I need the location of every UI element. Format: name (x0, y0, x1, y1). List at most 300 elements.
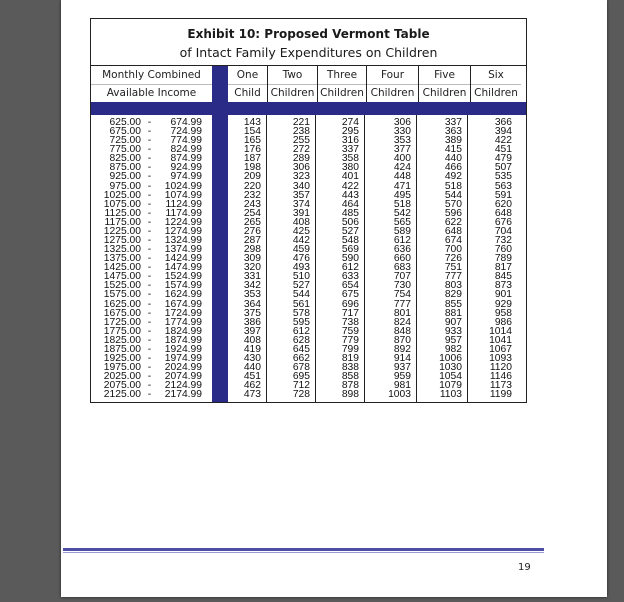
table-cell: 274 (341, 117, 359, 128)
table-cell: 801 (393, 307, 411, 319)
range-dash: - (147, 280, 152, 292)
table-cell: 881 (444, 307, 462, 319)
range-dash: - (147, 126, 152, 138)
table-cell: 596 (444, 207, 462, 219)
table-cell: 1054 (439, 371, 462, 383)
income-low: 1375.00 (103, 253, 141, 265)
table-cell: 695 (292, 371, 310, 383)
income-low: 1225.00 (103, 225, 141, 237)
table-cell: 198 (243, 162, 261, 174)
header-c2-line1: Two (282, 69, 303, 81)
income-low: 725.00 (109, 135, 141, 147)
table-cell: 459 (292, 244, 310, 256)
table-body (90, 115, 527, 403)
table-cell: 527 (292, 280, 310, 292)
table-cell: 732 (494, 235, 512, 247)
table-cell: 858 (341, 371, 359, 383)
income-low: 1275.00 (103, 235, 141, 247)
range-dash: - (147, 180, 152, 192)
table-cell: 824 (393, 316, 411, 328)
table-cell: 726 (444, 253, 462, 265)
range-dash: - (147, 207, 152, 219)
table-cell: 717 (341, 307, 359, 319)
table-cell: 578 (292, 307, 310, 319)
table-cell: 473 (243, 389, 261, 401)
income-high: 1374.99 (164, 244, 202, 256)
table-cell: 492 (444, 171, 462, 183)
income-high: 1724.99 (164, 307, 202, 319)
table-cell: 675 (341, 289, 359, 301)
table-cell: 590 (341, 253, 359, 265)
two-children-column (266, 115, 315, 402)
table-cell: 493 (292, 262, 310, 274)
table-cell: 901 (494, 289, 512, 301)
range-dash: - (147, 362, 152, 374)
table-cell: 958 (494, 307, 512, 319)
range-dash: - (147, 198, 152, 210)
table-cell: 337 (341, 144, 359, 156)
table-cell: 1120 (489, 362, 512, 374)
table-cell: 295 (341, 126, 359, 138)
table-cell: 386 (243, 316, 261, 328)
header-c4-line2: Children (367, 84, 418, 102)
header-blue-bar (90, 102, 527, 115)
income-low: 825.00 (109, 153, 141, 165)
table-cell: 220 (243, 180, 261, 192)
income-high: 774.99 (170, 135, 202, 147)
table-cell: 401 (341, 171, 359, 183)
table-cell: 676 (494, 216, 512, 228)
income-low: 1025.00 (103, 189, 141, 201)
income-high: 1174.99 (165, 207, 202, 219)
table-cell: 422 (494, 135, 512, 147)
table-cell: 660 (393, 253, 411, 265)
income-high: 1324.99 (164, 235, 202, 247)
table-cell: 870 (393, 334, 411, 346)
income-range-row (91, 390, 212, 399)
exhibit-title: Exhibit 10: Proposed Vermont Table (187, 27, 430, 41)
table-cell: 380 (341, 162, 359, 174)
table-cell: 448 (393, 171, 411, 183)
table-cell: 408 (243, 334, 261, 346)
table-cell: 309 (243, 253, 261, 265)
table-cell: 506 (341, 216, 359, 228)
table-cell: 959 (393, 371, 411, 383)
table-cell: 430 (243, 353, 261, 365)
table-cell: 591 (494, 189, 512, 201)
table-cell: 707 (393, 271, 411, 283)
income-high: 974.99 (170, 171, 202, 183)
income-high: 1774.99 (164, 316, 202, 328)
income-high: 2174.99 (164, 389, 202, 401)
income-high: 1924.99 (164, 343, 202, 355)
table-cell: 873 (494, 280, 512, 292)
income-low: 675.00 (109, 126, 141, 138)
table-cell: 855 (444, 298, 462, 310)
income-high: 1574.99 (164, 280, 202, 292)
header-c5-line1: Five (434, 69, 455, 81)
table-cell: 1093 (489, 353, 512, 365)
table-cell: 419 (243, 343, 261, 355)
table-cell: 817 (494, 262, 512, 274)
range-dash: - (147, 353, 152, 365)
table-cell: 364 (243, 298, 261, 310)
table-cell: 238 (292, 126, 310, 138)
table-cell: 397 (243, 325, 261, 337)
table-cell: 570 (444, 198, 462, 210)
header-one-child (228, 66, 267, 102)
income-high: 1524.99 (164, 271, 202, 283)
table-cell: 353 (243, 289, 261, 301)
income-low: 1075.00 (103, 198, 141, 210)
table-cell: 507 (494, 162, 512, 174)
table-cell: 408 (292, 216, 310, 228)
table-cell: 451 (494, 144, 512, 156)
income-high: 1474.99 (164, 262, 202, 274)
table-cell: 982 (444, 343, 462, 355)
table-cell: 561 (292, 298, 310, 310)
table-cell: 799 (341, 343, 359, 355)
header-two-children (267, 66, 317, 102)
range-dash: - (147, 271, 152, 283)
table-cell: 357 (292, 189, 310, 201)
table-cell: 1173 (489, 380, 512, 392)
table-cell: 595 (292, 316, 310, 328)
range-dash: - (147, 298, 152, 310)
income-high: 1274.99 (164, 225, 202, 237)
header-six-children (470, 66, 521, 102)
income-low: 1975.00 (103, 362, 141, 374)
range-dash: - (147, 325, 152, 337)
table-header-row (90, 65, 527, 102)
table-cell: 696 (341, 298, 359, 310)
table-cell: 700 (444, 244, 462, 256)
one-child-column (228, 115, 266, 402)
table-cell: 683 (393, 262, 411, 274)
table-cell: 589 (393, 225, 411, 237)
table-cell: 221 (292, 117, 310, 128)
range-dash: - (147, 316, 152, 328)
income-low: 975.00 (109, 180, 141, 192)
table-cell: 636 (393, 244, 411, 256)
table-cell: 845 (494, 271, 512, 283)
table-cell: 645 (292, 343, 310, 355)
income-high: 2074.99 (164, 371, 202, 383)
income-low: 875.00 (109, 162, 141, 174)
table-cell: 495 (393, 189, 411, 201)
income-low: 1525.00 (103, 280, 141, 292)
table-cell: 728 (292, 389, 310, 401)
header-five-children (418, 66, 470, 102)
table-cell: 929 (494, 298, 512, 310)
header-c1-line1: One (236, 69, 259, 81)
table-cell: 187 (243, 153, 261, 165)
table-cell: 209 (243, 171, 261, 183)
income-low: 1675.00 (103, 307, 141, 319)
table-cell: 254 (243, 207, 261, 219)
table-cell: 363 (444, 126, 462, 138)
table-cell: 1146 (489, 371, 512, 383)
table-cell: 165 (243, 135, 261, 147)
income-high: 674.99 (170, 117, 202, 128)
table-cell: 803 (444, 280, 462, 292)
income-high: 924.99 (170, 162, 202, 174)
table-cell: 914 (393, 353, 411, 365)
bottom-rule-thin (63, 552, 544, 553)
table-cell: 751 (444, 262, 462, 274)
table-cell: 548 (341, 235, 359, 247)
table-cell: 451 (243, 371, 261, 383)
table-cell: 323 (292, 171, 310, 183)
table-cell: 366 (494, 117, 512, 128)
table-cell: 340 (292, 180, 310, 192)
table-cell: 620 (494, 198, 512, 210)
table-cell: 760 (494, 244, 512, 256)
table-cell: 527 (341, 225, 359, 237)
table-cell: 1003 (388, 389, 411, 401)
range-dash: - (147, 253, 152, 265)
income-high: 1824.99 (164, 325, 202, 337)
table-cell: 276 (243, 225, 261, 237)
table-cell: 415 (444, 144, 462, 156)
table-cell: 337 (444, 117, 462, 128)
table-cell: 471 (393, 180, 411, 192)
table-cell: 892 (393, 343, 411, 355)
income-high: 1624.99 (164, 289, 202, 301)
table-cell: 542 (393, 207, 411, 219)
table-cell: 375 (243, 307, 261, 319)
table-cell: 316 (341, 135, 359, 147)
income-low: 1575.00 (103, 289, 141, 301)
income-high: 724.99 (170, 126, 202, 138)
income-high: 824.99 (170, 144, 202, 156)
table-cell: 462 (243, 380, 261, 392)
table-cell: 1103 (439, 389, 462, 401)
table-cell: 789 (494, 253, 512, 265)
table-cell: 654 (341, 280, 359, 292)
header-c3-line1: Three (326, 69, 358, 81)
table-cell: 394 (494, 126, 512, 138)
table-cell: 712 (292, 380, 310, 392)
four-children-column (364, 115, 416, 402)
income-high: 1124.99 (165, 198, 202, 210)
six-children-column (467, 115, 517, 402)
table-cell: 878 (341, 380, 359, 392)
income-low: 1625.00 (103, 298, 141, 310)
table-cell: 986 (494, 316, 512, 328)
table-cell: 358 (341, 153, 359, 165)
table-cell: 330 (393, 126, 411, 138)
table-cell: 674 (444, 235, 462, 247)
range-dash: - (147, 189, 152, 201)
table-cell: 1199 (489, 389, 512, 401)
table-cell: 424 (393, 162, 411, 174)
page-number: 19 (518, 562, 531, 573)
table-cell: 648 (494, 207, 512, 219)
table-title-box (90, 18, 527, 65)
table-cell: 957 (444, 334, 462, 346)
income-low: 2125.00 (103, 389, 141, 401)
table-cell: 243 (243, 198, 261, 210)
table-cell: 518 (393, 198, 411, 210)
header-c6-line1: Six (488, 69, 504, 81)
header-c5-line2: Children (419, 84, 470, 102)
document-page (61, 0, 607, 597)
table-cell: 1079 (439, 380, 462, 392)
table-cell: 425 (292, 225, 310, 237)
table-cell: 612 (341, 262, 359, 274)
income-low: 1125.00 (104, 207, 141, 219)
table-cell: 440 (243, 362, 261, 374)
table-cell: 612 (393, 235, 411, 247)
table-cell: 730 (393, 280, 411, 292)
income-low: 1475.00 (103, 271, 141, 283)
five-children-column (416, 115, 467, 402)
table-cell: 678 (292, 362, 310, 374)
income-high: 2024.99 (164, 362, 202, 374)
body-divider-band (212, 115, 228, 402)
table-cell: 933 (444, 325, 462, 337)
table-cell: 622 (444, 216, 462, 228)
range-dash: - (147, 135, 152, 147)
income-low: 1425.00 (103, 262, 141, 274)
income-low: 1875.00 (103, 343, 141, 355)
table-cell: 479 (494, 153, 512, 165)
table-cell: 298 (243, 244, 261, 256)
income-high: 1074.99 (164, 189, 202, 201)
income-high: 1674.99 (164, 298, 202, 310)
range-dash: - (147, 371, 152, 383)
table-cell: 331 (243, 271, 261, 283)
income-high: 1424.99 (164, 253, 202, 265)
table-cell: 440 (444, 153, 462, 165)
table-cell: 154 (243, 126, 261, 138)
income-high: 874.99 (170, 153, 202, 165)
table-cell: 306 (292, 162, 310, 174)
header-c6-line2: Children (471, 84, 521, 102)
table-cell: 443 (341, 189, 359, 201)
income-high: 2124.99 (164, 380, 202, 392)
three-children-column (315, 115, 364, 402)
table-cell: 937 (393, 362, 411, 374)
table-cell: 565 (393, 216, 411, 228)
table-cell: 612 (292, 325, 310, 337)
header-income (91, 66, 212, 102)
range-dash: - (147, 289, 152, 301)
table-cell: 848 (393, 325, 411, 337)
income-low: 1325.00 (103, 244, 141, 256)
table-cell: 777 (393, 298, 411, 310)
table-cell: 306 (393, 117, 411, 128)
table-cell: 838 (341, 362, 359, 374)
bottom-rule (63, 548, 544, 551)
table-cell: 374 (292, 198, 310, 210)
table-cell: 143 (243, 117, 261, 128)
income-column (91, 115, 212, 402)
header-c4-line1: Four (380, 69, 405, 81)
exhibit-subtitle: of Intact Family Expenditures on Children (179, 45, 438, 60)
header-income-line1: Monthly Combined (102, 69, 201, 81)
income-high: 1224.99 (164, 216, 202, 228)
income-low: 2025.00 (103, 371, 141, 383)
header-divider-band (212, 66, 228, 102)
table-cell: 510 (292, 271, 310, 283)
table-cell: 563 (494, 180, 512, 192)
table-cell: 464 (341, 198, 359, 210)
table-cell: 898 (341, 389, 359, 401)
range-dash: - (147, 216, 152, 228)
range-dash: - (147, 389, 152, 401)
table-cell: 819 (341, 353, 359, 365)
table-cell: 442 (292, 235, 310, 247)
table-cell: 485 (341, 207, 359, 219)
table-cell: 628 (292, 334, 310, 346)
range-dash: - (147, 244, 152, 256)
table-cell: 476 (292, 253, 310, 265)
income-low: 1775.00 (103, 325, 141, 337)
table-cell: 544 (292, 289, 310, 301)
table-cell: 232 (243, 189, 261, 201)
table-cell: 633 (341, 271, 359, 283)
table-cell: 389 (444, 135, 462, 147)
table-cell: 569 (341, 244, 359, 256)
header-income-line2: Available Income (91, 84, 212, 102)
table-cell: 907 (444, 316, 462, 328)
table-cell: 1030 (439, 362, 462, 374)
table-cell: 353 (393, 135, 411, 147)
range-dash: - (147, 262, 152, 274)
table-cell: 544 (444, 189, 462, 201)
income-low: 625.00 (109, 117, 141, 128)
range-dash: - (147, 235, 152, 247)
table-cell: 704 (494, 225, 512, 237)
table-cell: 287 (243, 235, 261, 247)
header-c1-line2: Child (228, 84, 267, 102)
table-cell: 342 (243, 280, 261, 292)
table-cell: 738 (341, 316, 359, 328)
table-cell: 255 (292, 135, 310, 147)
table-cell: 265 (243, 216, 261, 228)
header-three-children (317, 66, 366, 102)
table-cell: 777 (444, 271, 462, 283)
table-cell: 754 (393, 289, 411, 301)
table-cell: 1014 (489, 325, 512, 337)
table-cell: 320 (243, 262, 261, 274)
income-high: 1024.99 (164, 180, 202, 192)
table-cell: 981 (393, 380, 411, 392)
income-high: 1974.99 (164, 353, 202, 365)
range-dash: - (147, 144, 152, 156)
table-cell: 518 (444, 180, 462, 192)
table-cell: 829 (444, 289, 462, 301)
range-dash: - (147, 153, 152, 165)
header-c2-line2: Children (268, 84, 317, 102)
range-dash: - (147, 334, 152, 346)
table-cell: 535 (494, 171, 512, 183)
table-cell: 289 (292, 153, 310, 165)
table-cell: 391 (292, 207, 310, 219)
table-cell: 272 (292, 144, 310, 156)
table-cell: 400 (393, 153, 411, 165)
table-cell: 662 (292, 353, 310, 365)
header-c3-line2: Children (318, 84, 366, 102)
table-cell: 176 (243, 144, 261, 156)
table-cell: 779 (341, 334, 359, 346)
income-low: 1175.00 (104, 216, 141, 228)
income-low: 925.00 (109, 171, 141, 183)
income-low: 775.00 (109, 144, 141, 156)
range-dash: - (147, 117, 152, 128)
